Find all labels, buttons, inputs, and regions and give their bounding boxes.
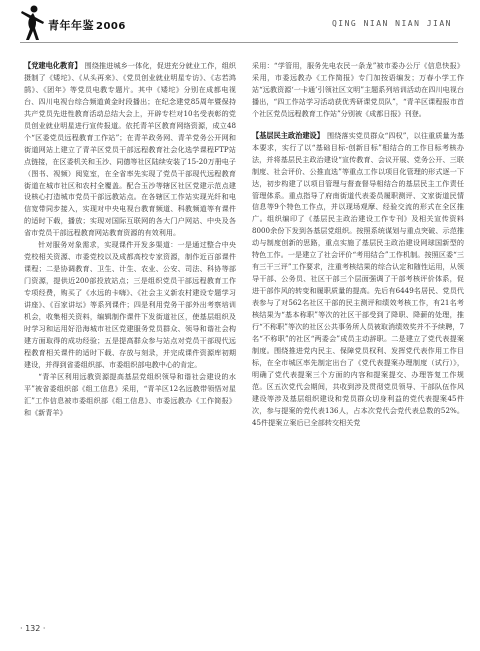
paragraph: [252, 130, 464, 429]
dancer-logo-icon: [18, 2, 46, 42]
page-number: · 132 ·: [20, 624, 46, 633]
brand-title: [48, 17, 126, 33]
brand-name: 青年年鉴: [48, 19, 94, 32]
paragraph-text: 围绕推进城乡一体化，促进充分就业工作，组织摄制了《矮坨》、《从头再来》、《党员创业就业明星专访》、《志若鸿鹄》、《团年》等党员电教专题片。其中《矮坨》分别在成都电视台、四川电视台综合频道黄金时段播出；在纪念建党85周年暨保持共产党员先进性教育活动总结大会上，开辟专栏对10名受表彰的党员创业就业明星进行宣传报道。依托青羊区教育网络资源，成立48个“区委党员远程教育工作站”；在青羊政务网、青羊党务公开网和街道网站上建立了青羊区党员干部远程教育社会化选学课程FTP站点链接，在区委机关和玉沙、同德等社区陆续安装了15-20万册电子（图书、视频）阅览室，在全省率先实现了党员干部现代远程教育街道在城市社区和农村全覆盖。配合玉沙等辖区社区党建示范点建设核心打造城市党员干部远教站点。在各辖区工作站实现光纤和电信宽带同步接入，实现对中央电视台教育频道、科教频道等有课件的适时下载，播放；实现对国际互联网的各大门户网站、中央及各省市党员干部远程教育网站教育资源的有效利用。: [24, 61, 236, 238]
section-title-grassroots-democracy: 【基层民主政治建设】: [252, 130, 324, 140]
right-column: [252, 60, 464, 429]
running-title: QING NIAN NIAN JIAN: [331, 19, 452, 28]
paragraph-continuation: 采用：“学管用，服务先电农民一条龙”被市委办公厅《信息快报》采用，市委远教办《工作简报》专门加按语编发；万春小学工作站“远教资源‘一卡通’引领社区文明”主题系列培训活动在四川电视台播出，“四工作站学习活动获优秀研课党员队”，“青羊区课程报市首个社区党员远程教育工作站”分别被《成都日报》刊登。: [252, 61, 464, 118]
paragraph: “青羊区利用远教资源提高基层党组织领导和谐社会建设的水平”被省委组织部《组工信息》采用，“青羊区12名远教带领悟对星汇”工作信息被市委组织部《组工信息》、市委远教办《工作简报》和《新青羊》: [24, 371, 236, 417]
page-header: [0, 0, 480, 44]
section-title-party-education: 【党建电化教育】: [24, 61, 82, 70]
brand-year: 2006: [96, 21, 126, 32]
paragraph-text: 围绕落实党员群众“四权”，以往重质量为基本要求，实行了以“基础目标-创新目标”相结合的工作目标考核办法，并将基层民主政治建设“宣传教育、会议开展、党务公开、三联制度、社会评价、公推直选”等重点工作以项目化管理的形式逐一下达，初步构建了以项目管理与督查督导相结合的基层民主工作责任管理体系。重点指导了府南街道代表委员履职测评、文家街道民情信息等9个特色工作点，并以现场观摩、经验交流的形式在全区推广。组织编印了《基层民主政治建设工作专刊》及相关宣传资料8000余份下发到各基层党组织。按照系统谋划与重点突破、示范推动与制度创新的思路，重点实施了基层民主政治建设网球国新型的特色工作。一是建立了社会评价“考用结合”工作机制。按照区委“三有三干三评”工作要求，注重考核结果的综合认定和随性运用，从领导干部、公务员、社区干部三个层面强调了干部考核评价体系，促进干部作风的转变和履职质量的提高。先后有6449名居民、党员代表参与了对562名社区干部的民主测评和绩效考核工作，有21名考核结果为“基本称职”等次的社区干部受到了降职、降薪的处理，推行“不称职”等次的社区公共事务所人员被取消绩效奖并不予续聘，7名“不称职”的社区“两委会”成员主动辞职。二是建立了党代表提案制度。围绕推进党内民主、保障党员权利、发挥党代表作用工作目标，在全市城区率先制定出台了《党代表提案办理制度（试行）》，明确了党代表提案三个方面的内容和提案提交、办理答复工作规范。区五次党代会期间，共收到涉及贯彻党员领导、干部队伍作风建设等涉及基层组织建设和党员群众切身利益的党代表提案45件次，参与提案的党代表136人，占本次党代会党代表总数的52%。45件提案立案后已全部转交相关党: [252, 130, 464, 427]
paragraph: [24, 60, 236, 239]
paragraph: 针对服务对象需求，实现课件开发多渠道：一是通过整合中央党校相关资源、市委党校以及成都高校专家资源，制作近百部课件课程；二是协调教育、卫生、计生、农业、公安、司法、科协等部门资源，提供近200部投放站点；三是组织党员干部远程教育工作专项经费，购买了《水远的卡嗨》、《社会主义新农村建设专题学习讲座》、《百家讲坛》等系列课件；四是利用党务干部外出考察培训机会，收集相关资料，编辑制作课件下发街道社区，使基层组织及时学习和运用好沿海城市社区党建服务党员群众、领导和谐社会构建方面取得的成功经验；五是提高群众参与站点对党员干部现代远程教育相关课件的适时下载、存放与刻录，并完成课件资源库初期建设，并得到省委组织部、市委组织部电教中心的肯定。: [24, 240, 236, 369]
header-rule: [20, 42, 458, 43]
left-column: [24, 60, 236, 419]
